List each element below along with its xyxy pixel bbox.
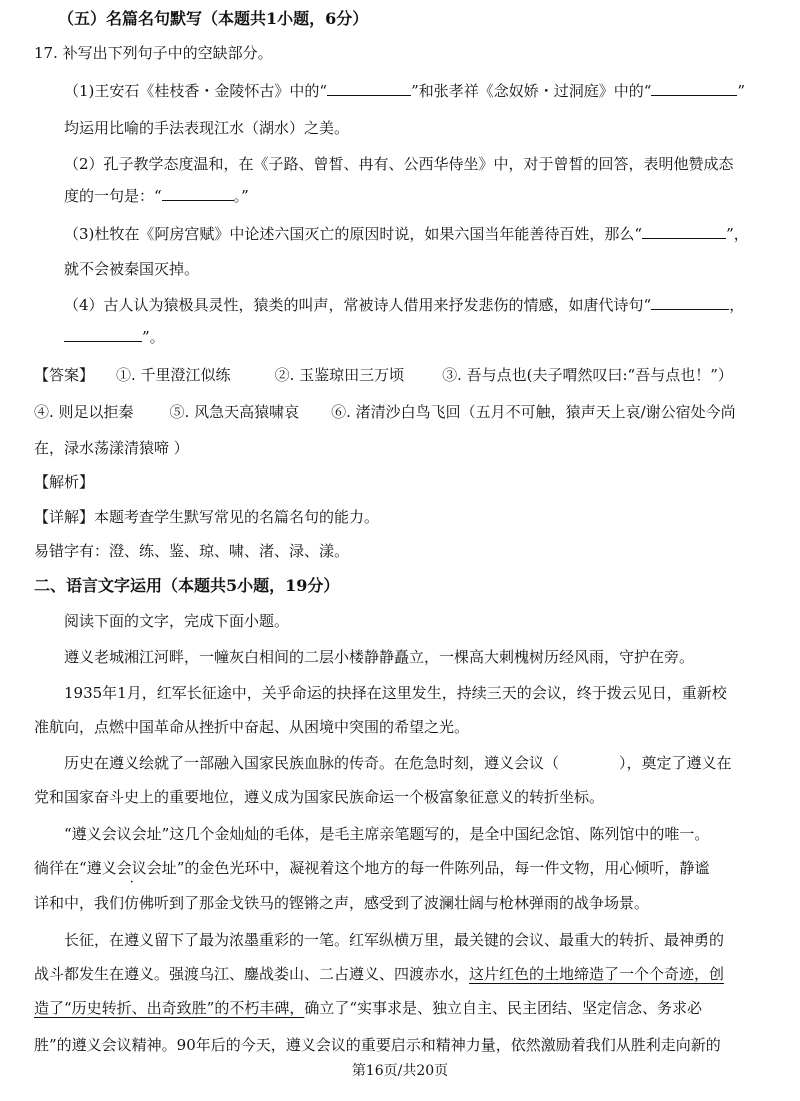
q17-part2-text-b: 度的一句是：“ — [64, 187, 162, 205]
passage-paragraph-4-line2 — [34, 858, 709, 878]
passage-paragraph-2-line2: 准航向，点燃中国革命从挫折中奋起、从困境中突围的希望之光。 — [34, 718, 470, 736]
q17-part3-text-a: （3)杜牧在《阿房宫赋》中论述六国灭亡的原因时说，如果六国当年能善待百姓，那么“ — [64, 225, 643, 243]
reading-intro: 阅读下面的文字，完成下面小题。 — [64, 612, 290, 630]
passage-paragraph-1: 遵义老城湘江河畔，一幢灰白相间的二层小楼静静矗立，一棵高大刺槐树历经风雨，守护在旁。 — [64, 648, 695, 666]
underlined-sentence-part2: 造了“历史转折、出奇致胜”的不朽丰碑， — [34, 999, 305, 1017]
answer-blank-6[interactable] — [64, 327, 142, 342]
answer-line-3: 在，渌水荡漾清猿啼 ） — [34, 439, 189, 457]
passage-p4-text-b1: 徜徉在“ — [34, 859, 87, 877]
answer-blank-3[interactable] — [162, 186, 234, 201]
q17-part4-text-b: ， — [729, 296, 745, 314]
q17-part3-line1 — [64, 224, 749, 244]
section-2-title: 二、语言文字运用（本题共5小题，19分） — [34, 576, 340, 595]
answer-line-2 — [34, 402, 736, 422]
answer-label: 【答案】 — [34, 366, 95, 384]
answer-blank-1[interactable] — [327, 81, 411, 96]
q17-part1-line2: 均运用比喻的手法表现江水（湖水）之美。 — [64, 119, 350, 137]
answer-3: ③. 吾与点也(夫子喟然叹曰:“吾与点也！”） — [442, 366, 733, 384]
q17-part2-text-c: 。” — [233, 187, 249, 205]
answer-1: ①. 千里澄江似练 — [116, 366, 231, 384]
q17-part1-text-b: ”和张孝祥《念奴娇・过洞庭》中的“ — [411, 82, 652, 100]
q17-part4-line2 — [64, 327, 165, 347]
q17-part1-text-a: （1)王安石《桂枝香・金陵怀古》中的“ — [64, 82, 328, 100]
q17-part3-line2: 就不会被秦国灭掉。 — [64, 260, 200, 278]
q17-part2-line2 — [64, 186, 249, 206]
passage-paragraph-5-line2 — [34, 964, 724, 984]
answer-blank-2[interactable] — [651, 81, 737, 96]
answer-6: ⑥. 渚清沙白鸟飞回（五月不可触，猿声天上哀/谢公宿处今尚 — [331, 403, 736, 421]
detail-text: 【详解】本题考查学生默写常见的名篇名句的能力。 — [34, 508, 380, 526]
q17-part2-line1: （2）孔子教学态度温和，在《子路、曾皙、冉有、公西华侍坐》中，对于曾皙的回答，表明他赞成态 — [64, 155, 734, 173]
q17-part1-text-c: ” — [737, 82, 746, 100]
passage-p3-text-a: 历史在遵义绘就了一部融入国家民族血脉的传奇。在危急时刻，遵义会议（ — [64, 754, 560, 772]
passage-paragraph-3-line1 — [64, 753, 732, 773]
answer-blank-4[interactable] — [642, 224, 726, 239]
answer-5: ⑤. 风急天高猿啸哀 — [169, 403, 300, 421]
passage-paragraph-5-line3 — [34, 998, 702, 1018]
passage-paragraph-4-line1: “遵义会议会址”这几个金灿灿的毛体，是毛主席亲笔题写的，是全中国纪念馆、陈列馆中的唯一。 — [64, 825, 710, 843]
dotted-phrase: 遵义会议会址 · — [87, 859, 177, 877]
passage-paragraph-2-line1: 1935年1月，红军长征途中，关乎命运的抉择在这里发生，持续三天的会议，终于拨云见日，重新校 — [64, 684, 727, 702]
question-17-stem: 17. 补写出下列句子中的空缺部分。 — [34, 44, 273, 62]
answer-4: ④. 则足以拒秦 — [34, 403, 134, 421]
passage-paragraph-5-line4: 胜”的遵义会议精神。90年后的今天，遵义会议的重要启示和精神力量，依然激励着我们从胜利走向新的 — [34, 1036, 721, 1054]
answer-blank-5[interactable] — [651, 295, 729, 310]
q17-part4-text-c: ”。 — [142, 328, 165, 346]
typo-chars-text: 易错字有：澄、练、鉴、琼、啸、渚、渌、漾。 — [34, 542, 350, 560]
passage-p4-text-b3: ”的金色光环中，凝视着这个地方的每一件陈列品，每一件文物，用心倾听，静谧 — [176, 859, 710, 877]
underlined-sentence-part1: 这片红色的土地缔造了一个个奇迹，创 — [469, 965, 725, 983]
passage-p5-text-c2: 确立了“实事求是、独立自主、民主团结、坚定信念、务求必 — [304, 999, 703, 1017]
dotted-emphasis-text — [87, 859, 177, 877]
passage-paragraph-5-line1: 长征，在遵义留下了最为浓墨重彩的一笔。红军纵横万里，最关键的会议、最重大的转折、最神勇的 — [64, 931, 725, 949]
passage-paragraph-4-line3: 详和中，我们仿佛听到了那金戈铁马的铿锵之声，感受到了波澜壮阔与枪林弹雨的战争场景。 — [34, 894, 650, 912]
q17-part4-line1 — [64, 295, 744, 315]
passage-paragraph-3-line2: 党和国家奋斗史上的重要地位，遵义成为国家民族命运一个极富象征意义的转折坐标。 — [34, 788, 605, 806]
page-number-footer: 第16页/共20页 — [351, 1063, 449, 1079]
analysis-label: 【解析】 — [34, 473, 95, 491]
q17-part4-text-a: （4）古人认为猿极具灵性，猿类的叫声，常被诗人借用来抒发悲伤的情感，如唐代诗句“ — [64, 296, 652, 314]
passage-p5-text-b1: 战斗都发生在遵义。强渡乌江、鏖战娄山、二占遵义、四渡赤水， — [34, 965, 470, 983]
q17-part1-line1 — [64, 81, 745, 101]
answer-2: ②. 玉鉴琼田三万顷 — [274, 366, 405, 384]
section-5-title: （五）名篇名句默写（本题共1小题，6分） — [58, 9, 369, 28]
q17-part3-text-b: ”， — [726, 225, 749, 243]
passage-p3-text-b: ），奠定了遵义在 — [619, 754, 732, 772]
answer-line-1 — [34, 365, 733, 385]
